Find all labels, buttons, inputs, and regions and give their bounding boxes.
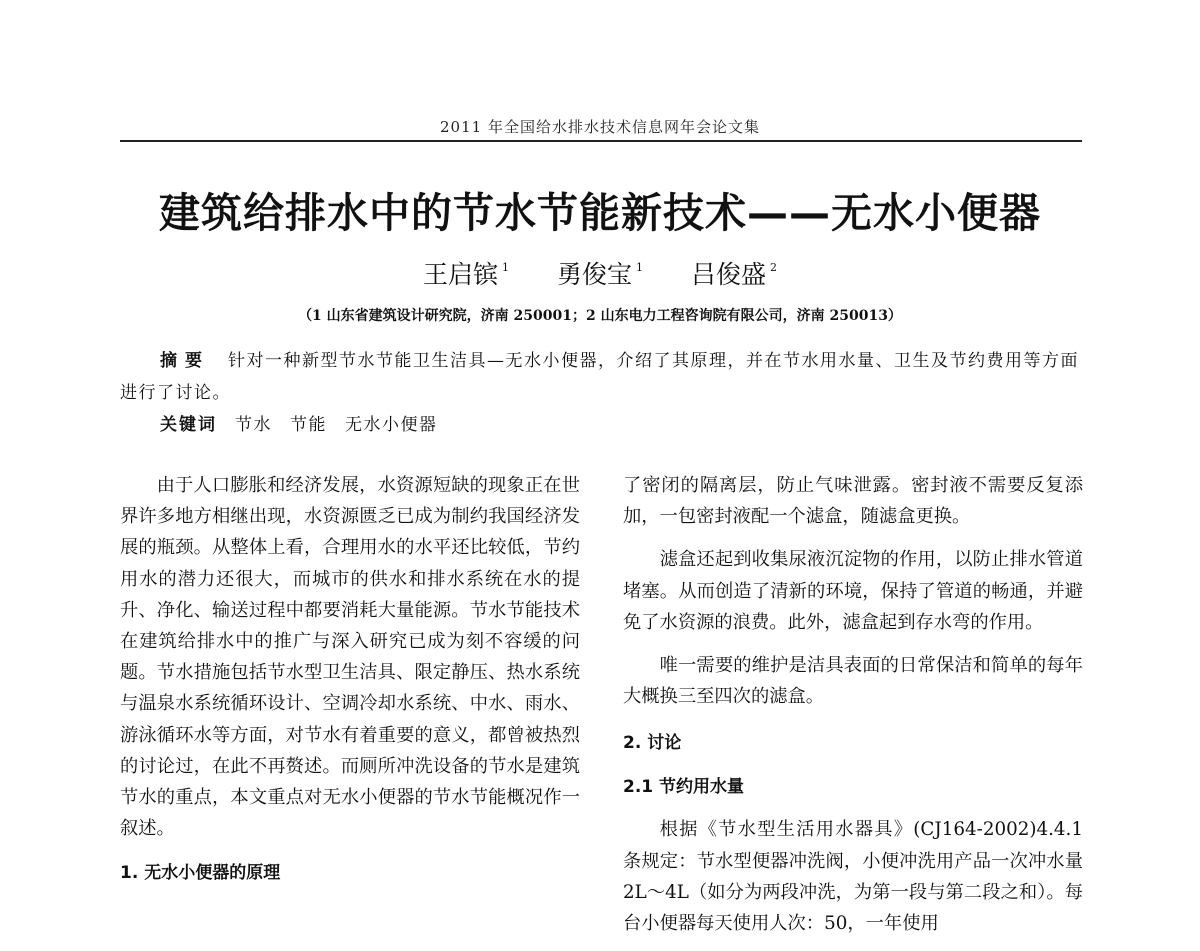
section-heading-1: 1. 无水小便器的原理 bbox=[120, 863, 281, 884]
author-name: 勇俊宝 bbox=[556, 260, 632, 289]
header-rule bbox=[120, 140, 1082, 142]
left-column bbox=[120, 470, 580, 890]
keyword: 节水 bbox=[235, 415, 272, 435]
author-affil-mark: 1 bbox=[502, 261, 510, 274]
section-heading-2-1: 2.1 节约用水量 bbox=[623, 777, 745, 798]
affiliations: （1 山东省建筑设计研究院，济南 250001；2 山东电力工程咨询院有限公司，济南 250013） bbox=[298, 308, 902, 324]
author-1 bbox=[423, 260, 509, 289]
keyword: 节能 bbox=[290, 415, 327, 435]
keyword: 无水小便器 bbox=[345, 415, 438, 435]
right-column bbox=[623, 470, 1083, 939]
abstract-block bbox=[120, 345, 1082, 441]
keywords-label: 关键词 bbox=[160, 415, 217, 435]
paragraph: 唯一需要的维护是洁具表面的日常保洁和简单的每年大概换三至四次的滤盒。 bbox=[623, 655, 1083, 708]
author-list bbox=[0, 255, 1200, 291]
keywords bbox=[120, 409, 1082, 441]
author-name: 王启镔 bbox=[423, 260, 499, 289]
paragraph: 滤盒还起到收集尿液沉淀物的作用，以防止排水管道堵塞。从而创造了清新的环境，保持了管道的畅通，并避免了水资源的浪费。此外，滤盒起到存水弯的作用。 bbox=[623, 549, 1083, 633]
author-2 bbox=[557, 260, 643, 289]
abstract bbox=[120, 345, 1082, 409]
intro-paragraph: 由于人口膨胀和经济发展，水资源短缺的现象正在世界许多地方相继出现，水资源匮乏已成为制约我国经济发展的瓶颈。从整体上看，合理用水的水平还比较低，节约用水的潜力还很大，而城市的供水和排水系统在水的提升、净化、输送过程中都要消耗大量能源。节水节能技术在建筑给排水中的推广与深入研究已成为刻不容缓的问题。节水措施包括节水型卫生洁具、限定静压、热水系统与温泉水系统循环设计、空调冷却水系统、中水、雨水、游泳循环水等方面，对节水有着重要的意义，都曾被热烈的讨论过，在此不再赘述。而厕所冲洗设备的节水是建筑节水的重点，本文重点对无水小便器的节水节能概况作一叙述。 bbox=[120, 475, 580, 840]
author-3 bbox=[691, 260, 777, 289]
paragraph: 根据《节水型生活用水器具》(CJ164-2002)4.4.1条规定：节水型便器冲洗阀，小便冲洗用产品一次冲水量 2L～4L（如分为两段冲洗，为第一段与第二段之和）。每台小便器每天使用人次：50，一年使用 bbox=[623, 819, 1083, 935]
abstract-label: 摘要 bbox=[160, 351, 210, 371]
author-name: 吕俊盛 bbox=[690, 260, 766, 289]
running-head: 2011 年全国给水排水技术信息网年会论文集 bbox=[440, 118, 760, 136]
section-heading-2: 2. 讨论 bbox=[623, 733, 682, 754]
paragraph-continued: 了密闭的隔离层，防止气味泄露。密封液不需要反复添加，一包密封液配一个滤盒，随滤盒更换。 bbox=[623, 475, 1083, 528]
abstract-text: 针对一种新型节水节能卫生洁具—无水小便器，介绍了其原理，并在节水用水量、卫生及节约费用等方面进行了讨论。 bbox=[120, 351, 1079, 403]
paper-title: 建筑给排水中的节水节能新技术——无水小便器 bbox=[159, 189, 1041, 237]
author-affil-mark: 1 bbox=[636, 261, 643, 274]
author-affil-mark: 2 bbox=[769, 261, 777, 274]
